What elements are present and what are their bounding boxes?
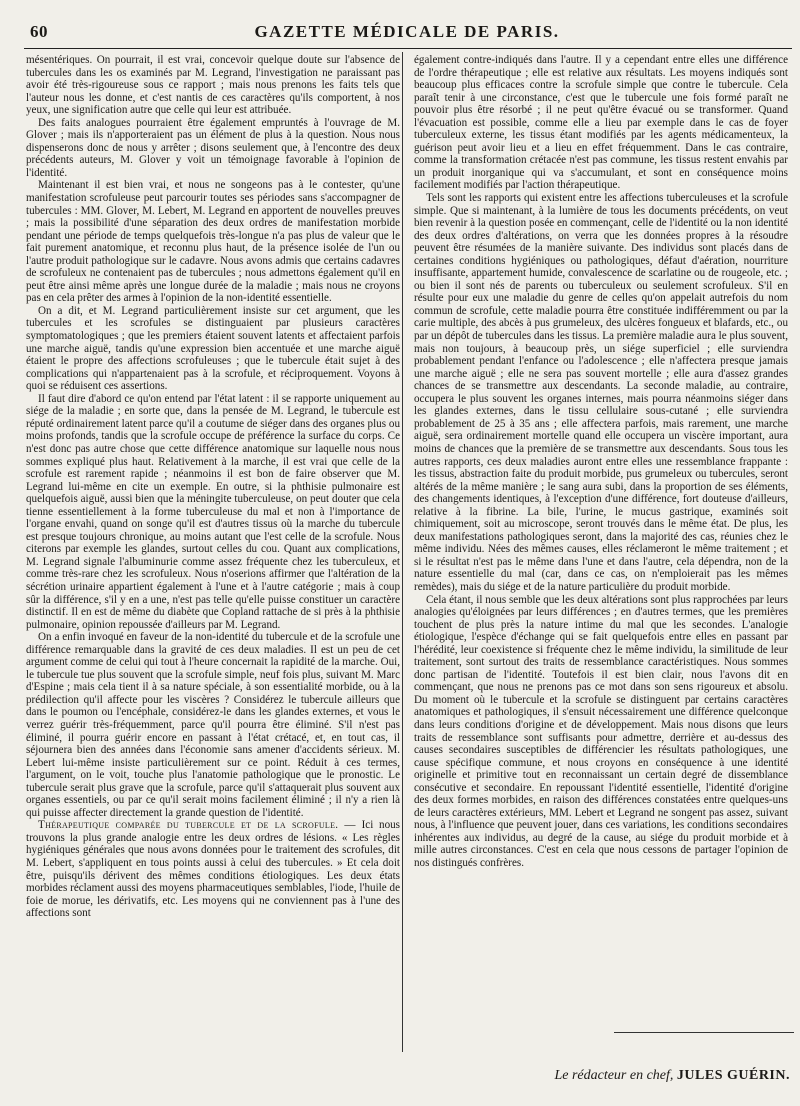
signature-prefix: Le rédacteur en chef, <box>554 1068 674 1083</box>
signature <box>414 1068 790 1084</box>
page-number: 60 <box>30 22 48 41</box>
right-column <box>414 54 788 870</box>
section-lead: Ici nous trouvons la plus grande analogie entre les deux ordres de lésions. « Les règles hygiéniques générales que nous avons données pour le traitement des scrofules, dit M. Lebert, s'appliquent en tous points aussi à celui des tubercules. » Et cela doit être, puisqu'ils dérivent des mêmes conditions étiologiques. Les deux états morbides réclament aussi des moyens pharmaceutiques semblables, l'iode, l'huile de foie de morue, les dérivatifs, etc. Les moyens qui ne conviennent pas à l'une des affections sont <box>26 819 400 920</box>
paragraph: mésentériques. On pourrait, il est vrai, concevoir quelque doute sur l'absence de tubercules dans les os examinés par M. Legrand, l'investigation ne paraissant pas avoir été très-rigoureuse sous ce rapport ; mais nous prenons les faits tels que l'auteur nous les donne, et c'est nantis de ces caractères qu'ils comportent, à nos yeux, une signification autre que celle qui leur est attribuée. <box>26 54 400 117</box>
left-column <box>26 54 400 920</box>
paragraph: Il faut dire d'abord ce qu'on entend par l'état latent : il se rapporte uniquement au siége de la maladie ; en sorte que, dans la pensée de M. Legrand, le tubercule est réputé ordinairement latent parce qu'il a coutume de siéger dans des organes plus ou moins profonds, tandis que la scrofule occupe de préférence la surface du corps. Ce n'est donc pas autre chose que cette différence anatomique sur laquelle nous nous sommes expliqué plus haut. Relativement à la marche, il est vrai que celle de la scrofule est rarement rapide ; néanmoins il est bon de faire observer que M. Legrand lui-même en cite un exemple. En outre, si la phthisie pulmonaire est quelquefois aiguë, aussi bien que la méningite tuberculeuse, on peut douter que cela tienne essentiellement à la forme tuberculeuse du mal et non à l'importance de l'organe envahi, quand on songe qu'il est d'autres tissus où la marche du tubercule est presque toujours chronique, au moins autant que l'est celle de la scrofule. Nous citerons par exemple les glandes, surtout celles du cou. Quant aux complications, M. Legrand signale l'albuminurie comme assez fréquente chez les tuberculeux, et comme très-rare chez les scrofuleux. Nous n'oserions affirmer que l'altération de la sécrétion urinaire appartient également à l'une et à l'autre catégorie ; mais à coup sûr la différence, s'il y en a une, n'est pas telle qu'elle puisse constituer un caractère distinctif. Il en est de même du diabète que Copland rattache de si près à la phthisie pulmonaire, opinion repoussée d'ailleurs par M. Legrand. <box>26 392 400 631</box>
paragraph: Maintenant il est bien vrai, et nous ne songeons pas à le contester, qu'une manifestation scrofuleuse peut parcourir toutes ses périodes sans s'accompagner de tubercules : MM. Glover, M. Lebert, M. Legrand en apportent de nouvelles preuves ; mais la possibilité d'une séparation des deux ordres de manifestation morbide pendant une période de temps quelquefois très-longue n'a pas plus de valeur que le fait purement anatomique, et reconnu plus haut, de la présence isolée de l'un ou l'autre produit pathologique sur le cadavre. Nous avons admis que certains cadavres de scrofuleux ne contenaient pas de tubercules ; nous admettons également qu'il en peut être ainsi même après une longue durée de la maladie ; mais nous ne croyons pas en cela prêter des armes à l'opinion de la non-identité essentielle. <box>26 179 400 305</box>
paragraph: Des faits analogues pourraient être également empruntés à l'ouvrage de M. Glover ; mais ils n'apporteraient pas un élément de plus à la question. Nous nous dispenserons donc de nous y arrêter ; disons seulement que, à l'encontre des deux précédents auteurs, M. Glover y voit un témoignage favorable à l'opinion de l'identité. <box>26 116 400 179</box>
header-rule <box>24 48 792 49</box>
page-header <box>22 20 792 48</box>
section-paragraph <box>26 819 400 919</box>
paragraph: également contre-indiqués dans l'autre. Il y a cependant entre elles une différence de l'ordre thérapeutique ; elle est relative aux résultats. Les moyens indiqués sont beaucoup plus efficaces contre la scrofule simple que contre le tubercule. Cela paraît tenir à une circonstance, c'est que le tubercule une fois formé paraît ne pouvoir plus être résorbé ; il ne peut qu'être évacué ou se transformer. Quand l'évacuation est possible, comme elle a lieu par exemple dans le cas de foyer tuberculeux externe, les tissus étant modifiés par les agents médicamenteux, la guérison peut avoir lieu et a lieu en effet fréquemment. Dans le cas contraire, comme la transformation crétacée n'est pas commune, les tissus restent envahis par un produit inorganique qui va s'accumulant, et sont en conséquence moins facilement modifiés par l'action thérapeutique. <box>414 54 788 192</box>
paragraph: On a dit, et M. Legrand particulièrement insiste sur cet argument, que les tubercules et les scrofules se distinguaient par plusieurs caractères symptomatologiques ; que les premiers étaient souvent latents et affectaient parfois une marche aiguë, tandis qu'une expression bien accentuée et une marche aiguë étaient le propre des affections scrofuleuses ; que le tubercule était sujet à des complications qui n'appartenaient pas à la scrofule, et réciproquement. Voyons à quoi se réduisent ces assertions. <box>26 304 400 393</box>
paragraph: On a enfin invoqué en faveur de la non-identité du tubercule et de la scrofule une différence remarquable dans la gravité de ces deux maladies. Il est un peu de cet argument comme de celui qui tout à l'heure concernait la rapidité de la marche. Oui, le tubercule tue plus souvent que la scrofule simple, neuf fois plus, suivant M. Marc d'Espine ; mais cela tient il à sa nature spéciale, à son essentialité morbide, ou à la prédilection qu'il affecte pour les viscères ? Considérez le tubercule ailleurs que dans le poumon ou l'encéphale, considérez-le dans les glandes externes, et vous le verrez guérir très-fréquemment, parce qu'il pourra être éliminé. S'il n'est pas éliminé, il pourra guérir encore en passant à l'état crétacé, et, en tout cas, il séjournera bien des années dans l'économie sans amener d'accidents sérieux. M. Lebert lui-même insiste particulièrement sur ce point. Réduit à ces termes, l'argument, on le voit, touche plus l'anatomie pathologique que le pronostic. Le tubercule serait plus grave que la scrofule, parce qu'il s'attaquerait plus souvent aux organes essentiels, ou par ce qu'il serait moins facilement éliminé ; il n'y a rien là qui puisse affecter directement la grande question de l'identité. <box>26 631 400 819</box>
paragraph: Tels sont les rapports qui existent entre les affections tuberculeuses et la scrofule simple. Que si maintenant, à la lumière de tous les documents précédents, on veut bien revenir à la question posée en commençant, celle de l'identité ou la non identité des deux ordres d'altérations, on verra que les données propres à la résoudre peuvent être résumées de la manière suivante. Des individus sont placés dans de certaines conditions hygiéniques ou pathologiques, défaut d'aération, nourriture insuffisante, appartement humide, convalescence de scarlatine ou de rougeole, etc. ; ou bien il sont nés de parents ou tuberculeux ou seulement scrofuleux. S'il en résulte pour eux une maladie du genre de celles qu'on appelait autrefois du nom commun de scrofule, cette maladie pourra être constituée indifféremment ou par la carie multiple, des abcès à pus grumeleux, des ulcères fongueux et blafards, etc., ou par un dépôt de tubercules dans les tissus. La première maladie aura le plus souvent, mais non toujours, à beaucoup près, un siége superficiel ; elle surviendra probablement pendant l'enfance ou l'adolescence ; elle n'affectera presque jamais une marche aiguë ; elle ne sera pas souvent mortelle ; elle aura d'assez grandes chances de se transmettre aux descendants. La seconde maladie, au contraire, occupera le plus souvent les organes internes, mais pourra néanmoins siéger dans les glandes externes, dans le tissu cellulaire sous-cutané ; elle surviendra probablement de 25 à 35 ans ; elle affectera parfois, mais rarement, une marche aiguë, sera ordinairement mortelle quand elle occupera un viscère important, aura moins de chances que la première de se transmettre aux descendants. Sous tous les autres rapports, ces deux maladies auront entre elles une ressemblance frappante : les tissus, abstraction faite du produit morbide, pus grumeleux ou tubercules, seront altérés de la même manière ; le sang aura subi, dans la proportion de ses éléments, des changements identiques, à l'exception d'une différence, fort douteuse d'ailleurs, relative à la fibrine. La bile, l'urine, le mucus gastrique, examinés soit chimiquement, soit au microscope, seront trouvés dans le même état. De plus, les deux manifestations pathologiques seront, dans la majorité des cas, réunies chez le même individu. Nées des mêmes causes, elles réclameront le même traitement ; et si le résultat n'est pas le même dans l'une et dans l'autre, cela dépendra, non de la nature essentielle du mal (car, dans ce cas, on n'emploierait pas les mêmes remèdes), mais du siége et de la nature particulière du produit morbide. <box>414 192 788 593</box>
paragraph: Cela étant, il nous semble que les deux altérations sont plus rapprochées par leurs analogies qu'éloignées par leurs différences ; en d'autres termes, que les premières touchent de plus près la nature intime du mal que les secondes. L'analogie étiologique, l'espèce d'échange qui se fait quelquefois entre elles en passant par l'hérédité, leur coexistence si fréquente chez le même individu, la similitude de leur traitement, sont surtout des traits de ressemblance caractéristiques. Nous sommes donc partisan de l'identité. Toutefois il est bien clair, nous l'avons dit en commençant, que nous ne prenons pas ce mot dans son sens rigoureux et absolu. Du moment où le tubercule et la scrofule se distinguent par certains caractères anatomiques et pathologiques, il s'ensuit nécessairement une différence quelconque dans leurs conditions d'origine et de développement. Mais nous disons que leurs traits de ressemblance sont suffisants pour admettre, derrière et au-dessus des causes secondaires susceptibles de différencier les résultats pathologiques, une cause spécifique commune, et nous croyons en conséquence à une identité originelle et primitive tout en reconnaissant un certain degré de dissemblance consécutive et secondaire. En repoussant l'identité essentielle, l'identité d'origine des deux formes morbides, en raison des différences constatées entre quelques-uns de leurs caractères extérieurs, MM. Lebert et Legrand ne songent pas assez, suivant nous, à l'influence que peuvent jouer, dans ces variations, les conditions secondaires inhérentes aux individus, au degré de la cause, au siége du produit morbide et à mille autres circonstances. C'est en cela que nous cessons de partager l'opinion de nos distingués confrères. <box>414 593 788 869</box>
signature-rule <box>614 1032 794 1033</box>
journal-title: GAZETTE MÉDICALE DE PARIS. <box>254 22 560 41</box>
signature-name: JULES GUÉRIN. <box>676 1068 790 1083</box>
section-heading: Thérapeutique comparée du tubercule et de la scrofule. — <box>38 819 356 832</box>
column-divider <box>402 52 403 1052</box>
